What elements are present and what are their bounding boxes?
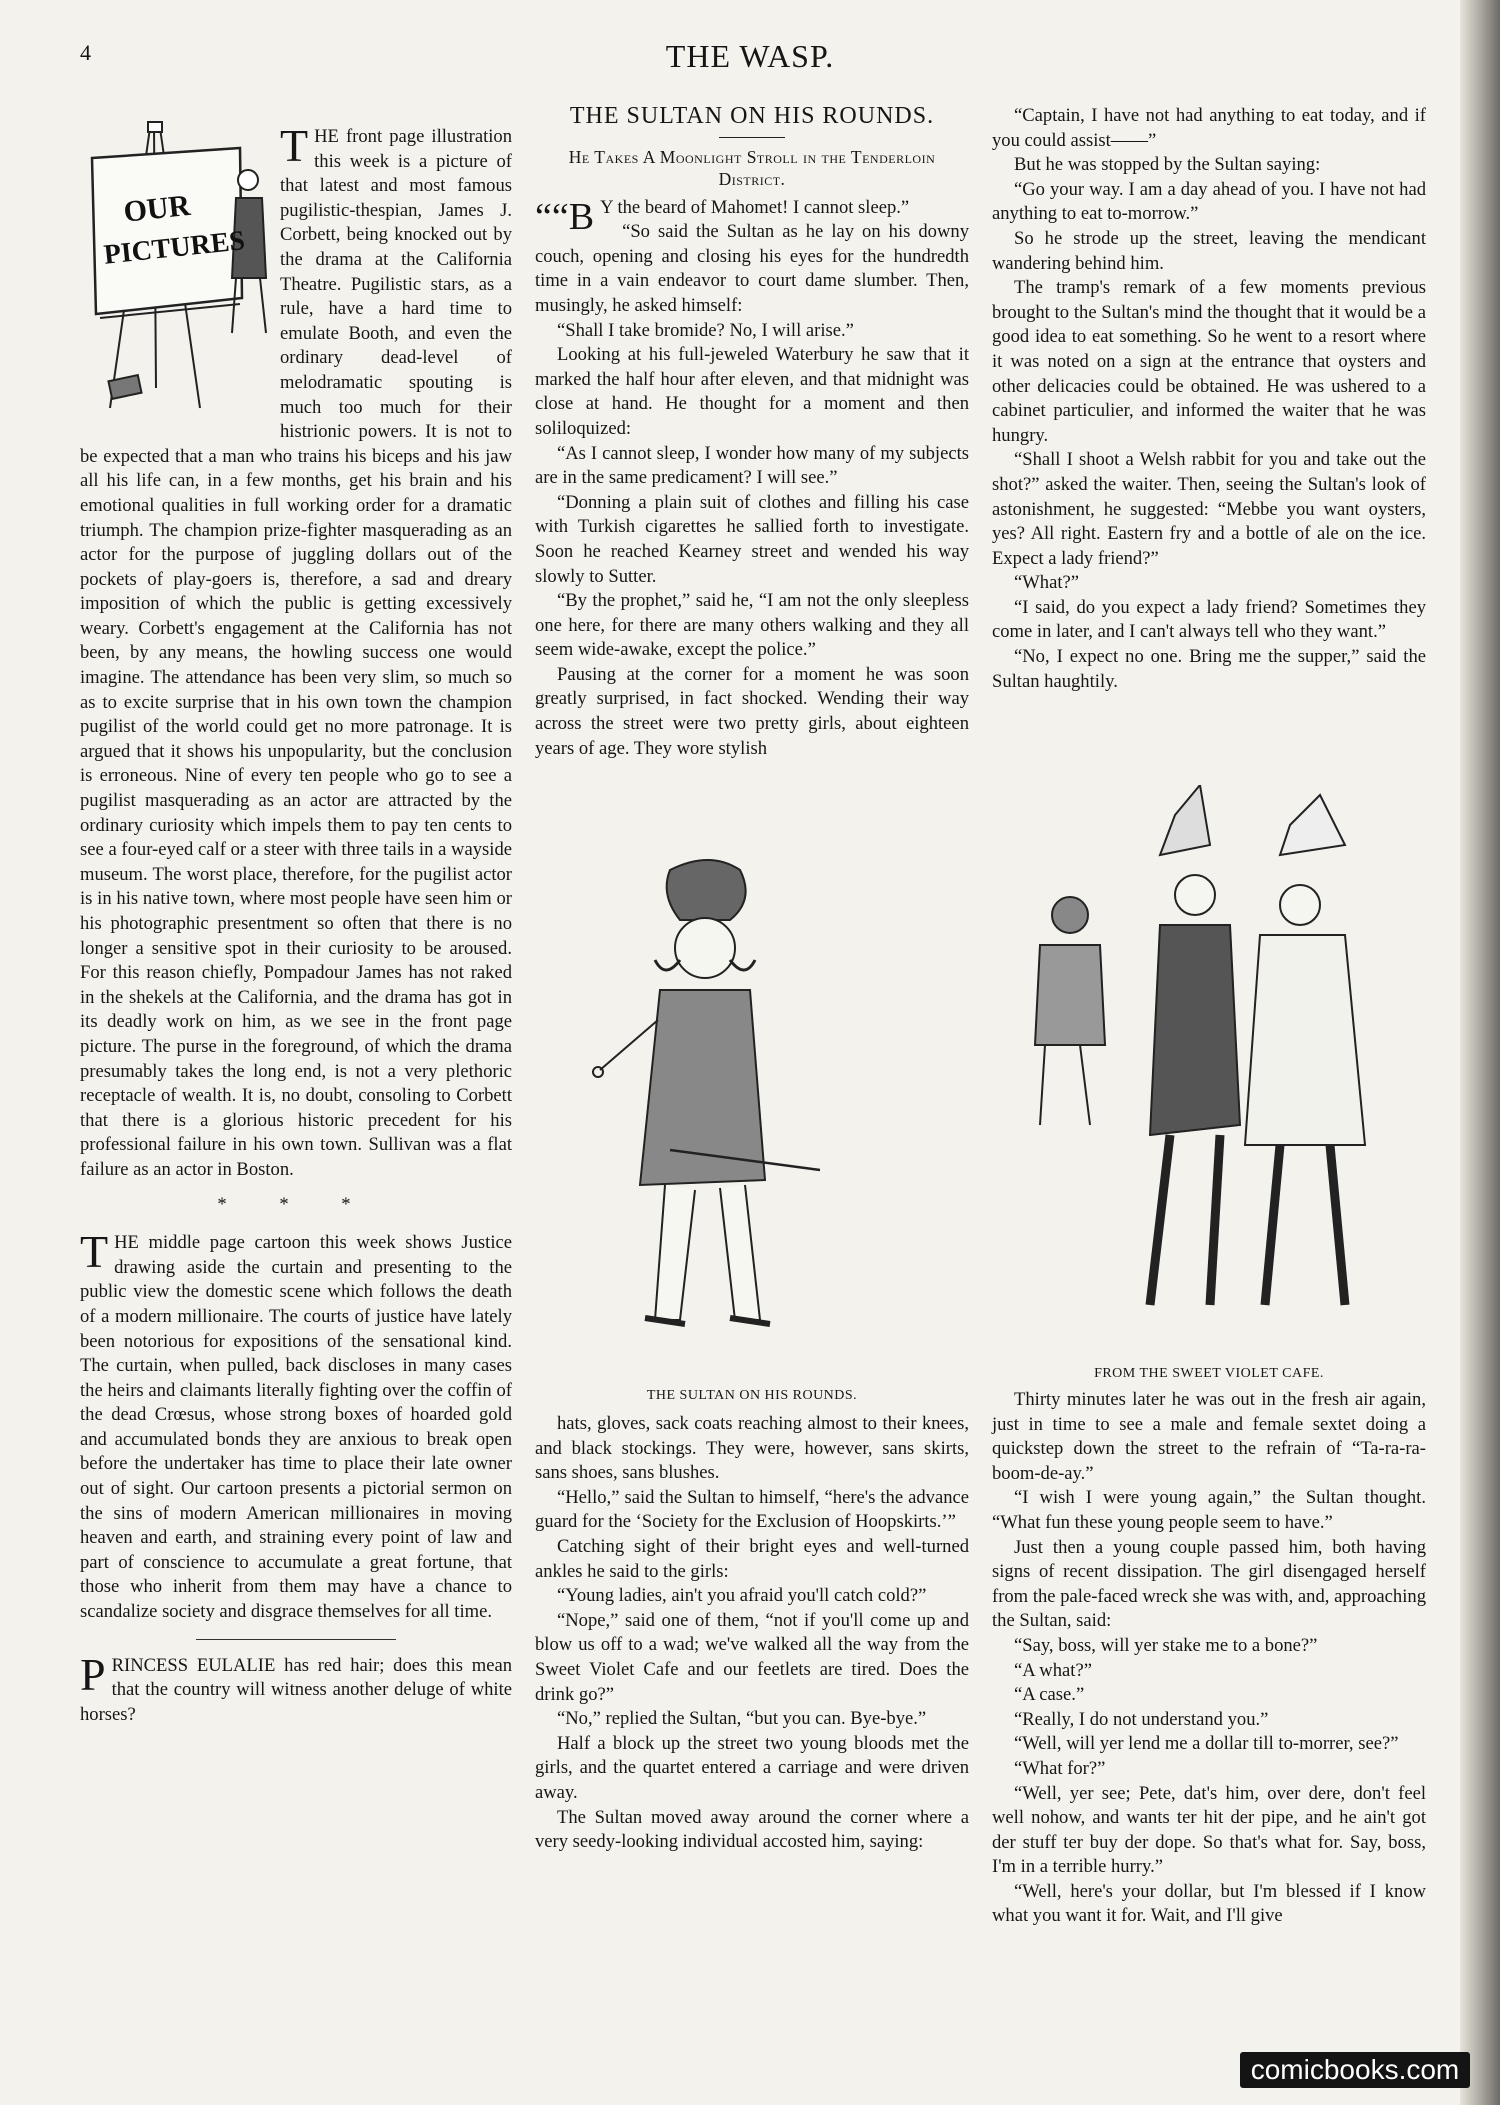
continued-paragraph: “What?” — [1014, 572, 1080, 594]
continued-paragraph: “Well, yer see; Pete, dat's him, over dere, don't feel well nohow, and wants ter hit der pipe, and he ain't got der stuff ter buy der dope. So that's what for. Say, boss, I'm in a terrible hurry.” — [992, 1782, 1426, 1878]
dropcap: T — [280, 120, 309, 171]
continued-paragraph: “Go your way. I am a day ahead of you. I have not had anything to eat to-morrow.” — [992, 178, 1426, 225]
dropcap: P — [80, 1648, 106, 1700]
article-opening-paragraph: ““B Y the beard of Mahomet! I cannot sleep.” — [535, 195, 910, 238]
dropcap: T — [80, 1226, 109, 1278]
continued-paragraph: “Shall I shoot a Welsh rabbit for you and take out the shot?” asked the waiter. Then, seeing the Sultan's look of astonishment, he suggested: “Mebbe you want oysters, yes? All right. Eastern fry and a bottle of ale on the ice. Expect a lady friend?” — [992, 449, 1426, 569]
article-paragraph: “As I cannot sleep, I wonder how many of my subjects are in the same predicament? I will see.” — [535, 442, 969, 489]
article-paragraph: “By the prophet,” said he, “I am not the only sleepless one here, for there are many others walking and they all seem wide-awake, except the police.” — [535, 590, 969, 661]
continued-paragraph: “No, I expect no one. Bring me the supper,” said the Sultan haughtily. — [992, 646, 1426, 692]
continued-paragraph: “What for?” — [1014, 1757, 1106, 1779]
masthead: THE WASP. — [665, 38, 835, 74]
sultan-illustration — [570, 850, 870, 1370]
continued-paragraph: Thirty minutes later he was out in the fresh air again, just in time to see a male and female sextet doing a quickstep down the street to the refrain of “Ta-ra-ra-boom-de-ay.” — [992, 1389, 1426, 1484]
continued-paragraph: Just then a young couple passed him, both having signs of recent dissipation. The girl disengaged herself from the pale-faced wreck she was with, and, approaching the Sultan, said: — [992, 1536, 1426, 1632]
continued-paragraphs-top — [992, 104, 1426, 694]
our-label: OUR — [122, 188, 192, 229]
site-watermark: comicbooks.com — [1240, 2052, 1470, 2088]
continued-paragraph: “I wish I were young again,” the Sultan thought. “What fun these young people seem to have.” — [992, 1487, 1426, 1533]
article-paragraph: hats, gloves, sack coats reaching almost to their knees, and black stockings. They were, however, sans skirts, sans shoes, sans blushes. — [535, 1413, 969, 1484]
section-divider — [196, 1639, 396, 1640]
sweet-violet-illustration — [1000, 785, 1420, 1350]
title-rule — [719, 137, 785, 138]
continued-paragraph: “Well, here's your dollar, but I'm blessed if I know what you want it for. Wait, and I'll give — [992, 1880, 1426, 1927]
article-paragraph: “Nope,” said one of them, “not if you'll come up and blow us off to a wad; we've walked all the way from the Sweet Violet Cafe and our feetlets are tired. Does the drink go?” — [535, 1609, 969, 1705]
continued-paragraph: “Really, I do not understand you.” — [1014, 1708, 1269, 1730]
column-sultan-continued — [992, 104, 1426, 694]
continued-paragraph: But he was stopped by the Sultan saying: — [1014, 154, 1321, 176]
pictures-label: PICTURES — [102, 225, 247, 271]
continued-paragraph: So he strode up the street, leaving the mendicant wandering behind him. — [992, 227, 1426, 274]
article-paragraphs-top — [535, 220, 969, 761]
article-paragraph: “Hello,” said the Sultan to himself, “here's the advance guard for the ‘Society for the Exclusion of Hoopskirts.’” — [535, 1486, 969, 1533]
column-sultan-article-bottom — [535, 1412, 969, 1855]
illustration-spacer — [80, 125, 280, 443]
article-paragraphs-bottom — [535, 1412, 969, 1855]
article-paragraph: Catching sight of their bright eyes and well-turned ankles he said to the girls: — [535, 1535, 969, 1582]
article-paragraph: “Young ladies, ain't you afraid you'll catch cold?” — [557, 1585, 927, 1607]
continued-paragraph: “Captain, I have not had anything to eat today, and if you could assist——” — [992, 105, 1426, 151]
article-subhead: He Takes A Moonlight Stroll in the Tenderloin District. — [568, 146, 936, 189]
article-paragraph: “Shall I take bromide? No, I will arise.” — [557, 319, 854, 341]
article-paragraph: “So said the Sultan as he lay on his downy couch, opening and closing his eyes for the hundredth time in a vain endeavor to court dame slumber. Then, musingly, he asked himself: — [535, 221, 969, 316]
article-paragraph: “Donning a plain suit of clothes and filling his case with Turkish cigarettes he sallied forth to investigate. Soon he reached Kearney street and wended his way slowly to Sutter. — [535, 491, 969, 587]
sultan-caption: THE SULTAN ON HIS ROUNDS. — [646, 1388, 858, 1403]
page-number: 4 — [80, 40, 91, 65]
column-sultan-continued-bottom — [992, 1388, 1426, 1929]
section-stars: * * * — [217, 1193, 375, 1215]
column-editorial — [80, 120, 512, 1727]
editorial-paragraph-eulalie: PRINCESS EULALIE has red hair; does this mean that the country will witness another deluge of white horses? — [80, 1648, 512, 1725]
column-sultan-article — [535, 104, 969, 761]
continued-paragraphs-bottom — [992, 1388, 1426, 1929]
continued-paragraph: “A what?” — [1014, 1659, 1092, 1681]
article-paragraph: Pausing at the corner for a moment he was soon greatly surprised, in fact shocked. Wending their way across the street were two pretty girls, about eighteen years of age. They wore stylish — [535, 663, 969, 759]
article-paragraph: Looking at his full-jeweled Waterbury he saw that it marked the half hour after eleven, and that midnight was close at hand. He thought for a moment and then soliloquized: — [535, 344, 969, 439]
continued-paragraph: “A case.” — [1014, 1684, 1085, 1706]
article-paragraph: Half a block up the street two young bloods met the girls, and the quartet entered a carriage and were driven away. — [535, 1732, 969, 1803]
continued-paragraph: “I said, do you expect a lady friend? Sometimes they come in later, and I can't always tell who they want.” — [992, 596, 1426, 643]
sweet-violet-caption: FROM THE SWEET VIOLET CAFE. — [1094, 1366, 1324, 1381]
continued-paragraph: The tramp's remark of a few moments previous brought to the Sultan's mind the thought that it would be a good idea to eat something. So he went to a resort where it was noted on a sign at the entrance that oysters and other delicacies could be obtained. He was ushered to a cabinet particulier, and informed the waiter that he was hungry. — [992, 277, 1426, 446]
article-title: THE SULTAN ON HIS ROUNDS. — [569, 103, 935, 129]
page-edge-shadow — [1460, 0, 1500, 2105]
article-paragraph: The Sultan moved away around the corner where a very seedy-looking individual accosted him, saying: — [535, 1806, 969, 1853]
dropcap: ““B — [535, 195, 595, 238]
continued-paragraph: “Well, will yer lend me a dollar till to-morrer, see?” — [1014, 1733, 1399, 1755]
article-paragraph: “No,” replied the Sultan, “but you can. Bye-bye.” — [557, 1708, 927, 1730]
continued-paragraph: “Say, boss, will yer stake me to a bone?” — [1014, 1634, 1318, 1656]
editorial-paragraph-cartoon: THE middle page cartoon this week shows Justice drawing aside the curtain and presenting to the public view the domestic scene which follows the death of a modern millionaire. The courts of justice have lately been notorious for expositions of the sensational kind. The curtain, when pulled, back discloses in many cases the heirs and claimants literally fighting over the coffin of the dead Crœsus, whose strong boxes of hoarded gold and accumulated bonds they are anxious to break open before the undertaker has time to place their late owner out of sight. Our cartoon presents a pictorial sermon on the sins of modern American millionaires in moving heaven and earth, and straining every point of law and part of conscience to accumulate a great fortune, that those who inherit from them may have a chance to scandalize society and disgrace themselves for all time. — [80, 1226, 512, 1623]
editorial-paragraph-corbett: THE front page illustration this week is a picture of that latest and most famous pugilistic-thespian, James J. Corbett, being knocked out by the drama at the California Theatre. Pugilistic stars, as a rule, have a hard time to emulate Booth, and even the ordinary dead-level of melodramatic spouting is much too much for their histrionic powers. It is not to be expected that a man who trains his biceps and his jaw all his life can, in a few months, get his brain and his emotional qualities in full working order for a dramatic triumph. The champion prize-fighter masquerading as an actor for the purpose of juggling dollars out of the pockets of play-goers is, therefore, a sad and dreary imposition of which the public is getting excessively weary. Corbett's engagement at the California has not been, by any means, the howling success one would imagine. The attendance has been very slim, so much so as to excite surprise that in his own town the champion pugilist of the world could get no more patronage. It is argued that it shows his unpopularity, but the conclusion is erroneous. Nine of every ten people who go to see a pugilist masquerading as an actor are attracted by the ordinary curiosity which impels them to pay ten cents to see a four-eyed calf or a steer with three tails in a wayside museum. The worst place, therefore, for the pugilist actor is in his native town, where most people have seen him or his photographic presentment so often that there is no longer a sensitive spot in their curiosity to be aroused. For this reason chiefly, Pompadour James has not raked in the shekels at the California, and the drama has got in its deadly work on him, as we see in the front page picture. The purse in the foreground, of which the drama presumably takes the long end, is not a very plethoric receptacle of wealth. It is, no doubt, consoling to Corbett that there is a glorious historic precedent for his professional failure in his own town. Sullivan was a flat failure as an actor in Boston. — [80, 120, 512, 1180]
